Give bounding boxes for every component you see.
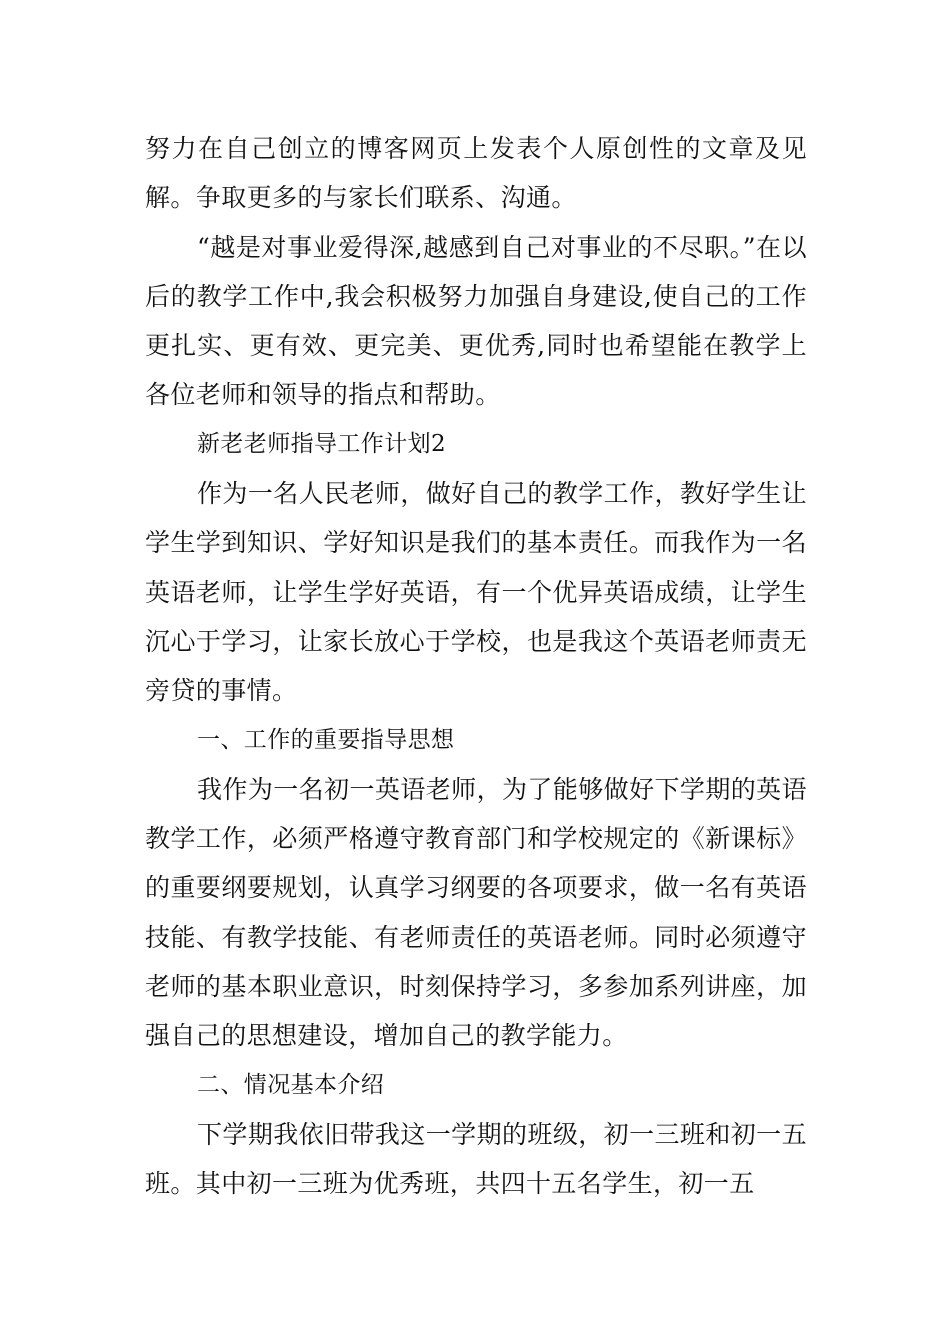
paragraph-continuation: 努力在自己创立的博客网页上发表个人原创性的文章及见解。争取更多的与家长们联系、沟通。 <box>145 134 807 213</box>
paragraph-basic-situation: 下学期我依旧带我这一学期的班级，初一三班和初一五班。其中初一三班为优秀班，共四十五名学生，初一五 <box>145 1119 807 1199</box>
document-body <box>145 124 807 1209</box>
paragraph-guiding-thought: 我作为一名初一英语老师，为了能够做好下学期的英语教学工作，必须严格遵守教育部门和学校规定的《新课标》的重要纲要规划，认真学习纲要的各项要求，做一名有英语技能、有教学技能、有老师责任的英语老师。同时必须遵守老师的基本职业意识，时刻保持学习，多参加系列讲座，加强自己的思想建设，增加自己的教学能力。 <box>145 774 807 1051</box>
heading-guiding-thought: 一、工作的重要指导思想 <box>197 726 455 753</box>
section-title: 新老老师指导工作计划2 <box>197 430 447 457</box>
paragraph-quote: “越是对事业爱得深,越感到自己对事业的不尽职。”在以后的教学工作中,我会积极努力加强自身建设,使自己的工作更扎实、更有效、更完美、更优秀,同时也希望能在教学上各位老师和领导的指点和帮助。 <box>145 232 807 410</box>
heading-basic-situation: 二、情况基本介绍 <box>197 1071 385 1098</box>
paragraph-intro: 作为一名人民老师，做好自己的教学工作，教好学生让学生学到知识、学好知识是我们的基本责任。而我作为一名英语老师，让学生学好英语，有一个优异英语成绩，让学生沉心于学习，让家长放心于学校，也是我这个英语老师责无旁贷的事情。 <box>145 479 807 706</box>
